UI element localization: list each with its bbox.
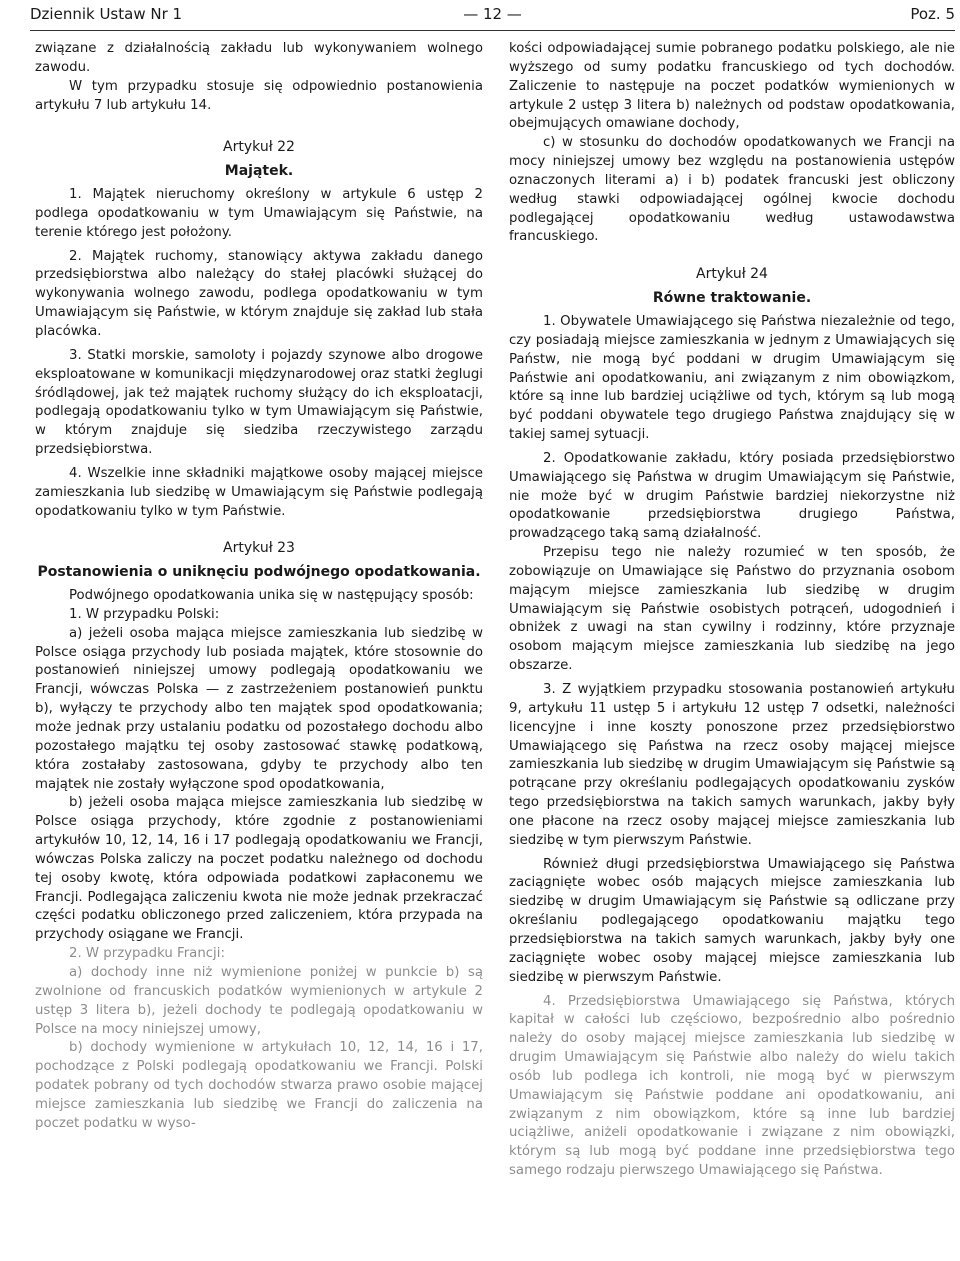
paragraph: 4. Przedsiębiorstwa Umawiającego się Państwa, których kapitał w całości lub częściowo, bezpośrednio albo pośrednio należy do osoby mającej miejsce zamieszkania lub siedzibę w drugim Umawiającym się Państwie albo należy do wielu takich osób lub podlega ich kontroli, nie mogą być w pierwszym Umawiającym się Państwie poddane ani opodatkowaniu, ani związanym z nim obowiązkom, które są inne lub bardziej uciążliwe, aniżeli opodatkowanie i związane z nim obowiązki, którym są lub mogą być poddane inne przedsiębiorstwa tego samego rodzaju pierwszego Umawiającego się Państwa. [509,993,955,1179]
paragraph: Podwójnego opodatkowania unika się w następujący sposób: [69,588,474,604]
paragraph: 2. Opodatkowanie zakładu, który posiada przedsiębiorstwo Umawiającego się Państwa w drugim Umawiającym się Państwie, nie może być w drugim Państwie bardziej niekorzystne niż opodatkowanie przedsiębiorstwa drugiego Państwa, prowadzącego taką samą działalność. [509,450,955,542]
paragraph: Przepisu tego nie należy rozumieć w ten sposób, że zobowiązuje on Umawiające się Państwo do przyznania osobom mającym miejsce zamieszkania lub siedzibę w drugim Umawiającym się Państwie osobistych potrąceń, udogodnień i obniżek z uwagi na stan cywilny i rodzinny, które przyznaje osobom mającym miejsce zamieszkania lub siedzibę na jego obszarze. [509,545,955,674]
paragraph: a) dochody inne niż wymienione poniżej w punkcie b) są zwolnione od francuskich podatków wymienionych w artykule 2 ustęp 3 litera b), jeżeli dochody te podlegają opodatkowaniu w Polsce na mocy niniejszej umowy, [35,964,483,1037]
paragraph: b) dochody wymienione w artykułach 10, 12, 14, 16 i 17, pochodzące z Polski podlegają opodatkowaniu we Francji. Polski podatek pobrany od tych dochodów stwarza prawo osobie mającej miejsce zamieszkania lub siedzibę we Francji do zaliczenia na poczet podatku w wyso- [35,1040,483,1131]
paragraph: 1. Majątek nieruchomy określony w artykule 6 ustęp 2 podlega opodatkowaniu w tym Umawiającym się Państwie, na terenie którego jest położony. [35,187,483,240]
page-number: — 12 — [463,5,522,23]
paragraph: kości odpowiadającej sumie pobranego podatku polskiego, ale nie wyższego od sumy podatku francuskiego od tych dochodów. Zaliczenie to następuje na poczet podatków wymienionych w artykule 2 ustęp 3 litera b) należnych od podstaw opodatkowania, obejmujących omawiane dochody, [509,41,955,132]
paragraph: związane z działalnością zakładu lub wykonywaniem wolnego zawodu. [35,41,483,75]
article-22-title: Majątek. [224,163,294,180]
paragraph: 2. Majątek ruchomy, stanowiący aktywa zakładu danego przedsiębiorstwa albo należący do stałej placówki służącej do wykonywania wolnego zawodu, podlega opodatkowaniu w tym Umawiającym się Państwie, w którym znajduje się zakład lub stała placówka. [35,248,483,339]
left-column [35,40,483,1134]
article-24-heading: Artykuł 24 [696,266,768,283]
paragraph: c) w stosunku do dochodów opodatkowanych we Francji na mocy niniejszej umowy bez względu na postanowienia ustępów oznaczonych literami a) i b) podatek francuski jest obliczony według stawki odpowiadającej ogólnej kwocie dochodu podlegającej opodatkowaniu według ustawodawstwa francuskiego. [509,135,955,245]
paragraph: 4. Wszelkie inne składniki majątkowe osoby mającej miejsce zamieszkania lub siedzibę w Umawiającym się Państwie podlegają opodatkowaniu tylko w tym Państwie. [35,465,483,519]
article-24-title: Równe traktowanie. [652,290,812,307]
paragraph: 3. Z wyjątkiem przypadku stosowania postanowień artykułu 9, artykułu 11 ustęp 5 i artykułu 12 ustęp 7 odsetki, należności licencyjne i inne koszty ponoszone przez przedsiębiorstwo Umawiającego się Państwa na rzecz osoby mającej miejsce zamieszkania lub siedzibę w drugim Umawiającym się Państwie są potrącane przy określaniu podlegających opodatkowaniu zysków tego przedsiębiorstwa na takich samych warunkach, jakby były one płacone na rzecz osoby mającej miejsce zamieszkania lub siedzibę w tym pierwszym Państwie. [509,682,955,848]
header-divider [30,30,955,31]
article-23-heading: Artykuł 23 [223,540,295,557]
paragraph: W tym przypadku stosuje się odpowiednio postanowienia artykułu 7 lub artykułu 14. [35,78,483,113]
paragraph: 3. Statki morskie, samoloty i pojazdy szynowe albo drogowe eksploatowane w komunikacji międzynarodowej oraz statki żeglugi śródlądowej, jak też majątek ruchomy służący do ich eksploatacji, podlegają opodatkowaniu tylko w tym Umawiającym się Państwie, w którym znajduje się siedziba rzeczywistego zarządu przedsiębiorstwa. [35,347,483,458]
paragraph: 1. W przypadku Polski: [69,606,220,622]
paragraph: b) jeżeli osoba mająca miejsce zamieszkania lub siedzibę w Polsce osiąga przychody, które zgodnie z postanowieniami artykułów 10, 12, 14, 16 i 17 podlegają opodatkowaniu we Francji, wówczas Polska zaliczy na poczet podatku należnego od dochodu tej osoby kwotę, która odpowiada podatkowi zapłaconemu we Francji. Podlegająca zaliczeniu kwota nie może jednak przekraczać części podatku obliczonego przed zaliczeniem, która przypada na przychody osiągane we Francji. [35,795,483,943]
paragraph: Również długi przedsiębiorstwa Umawiającego się Państwa zaciągnięte wobec osób mających miejsce zamieszkania lub siedzibę w drugim Umawiającym się Państwie są odliczane przy określaniu podlegającego opodatkowaniu majątku tego przedsiębiorstwa na takich samych warunkach, jakby były one zaciągnięte wobec osoby mającej miejsce zamieszkania lub siedzibę w pierwszym Państwie. [509,856,955,985]
paragraph: a) jeżeli osoba mająca miejsce zamieszkania lub siedzibę w Polsce osiąga przychody lub posiada majątek, które stosownie do postanowień niniejszej umowy podlegają opodatkowaniu we Francji, wówczas Polska — z zastrzeżeniem postanowień punktu b), wyłączy te przychody albo ten majątek spod opodatkowania; może jednak przy ustalaniu podatku od pozostałego dochodu albo pozostałego majątku tej osoby zastosować stawkę podatkową, która zostałaby zastosowana, gdyby te przychody albo ten majątek nie zostały wyłączone spod opodatkowania, [35,625,483,792]
journal-title: Dziennik Ustaw Nr 1 [30,5,183,23]
article-23-title: Postanowienia o uniknęciu podwójnego opodatkowania. [37,564,481,581]
paragraph: 1. Obywatele Umawiającego się Państwa niezależnie od tego, czy posiadają miejsce zamieszkania w jednym z Umawiających się Państw, nie mogą być poddani w drugim Umawiającym się Państwie ani opodatkowaniu, ani związanym z nim obowiązkom, które są inne lub bardziej uciążliwe od tych, którym są lub mogą być poddani obywatele tego drugiego Państwa znajdujący się w takiej samej sytuacji. [509,313,955,443]
article-22-heading: Artykuł 22 [223,139,295,156]
position-number: Poz. 5 [910,5,955,23]
page-header [30,3,955,29]
right-column [509,40,955,1181]
paragraph: 2. W przypadku Francji: [69,946,225,962]
